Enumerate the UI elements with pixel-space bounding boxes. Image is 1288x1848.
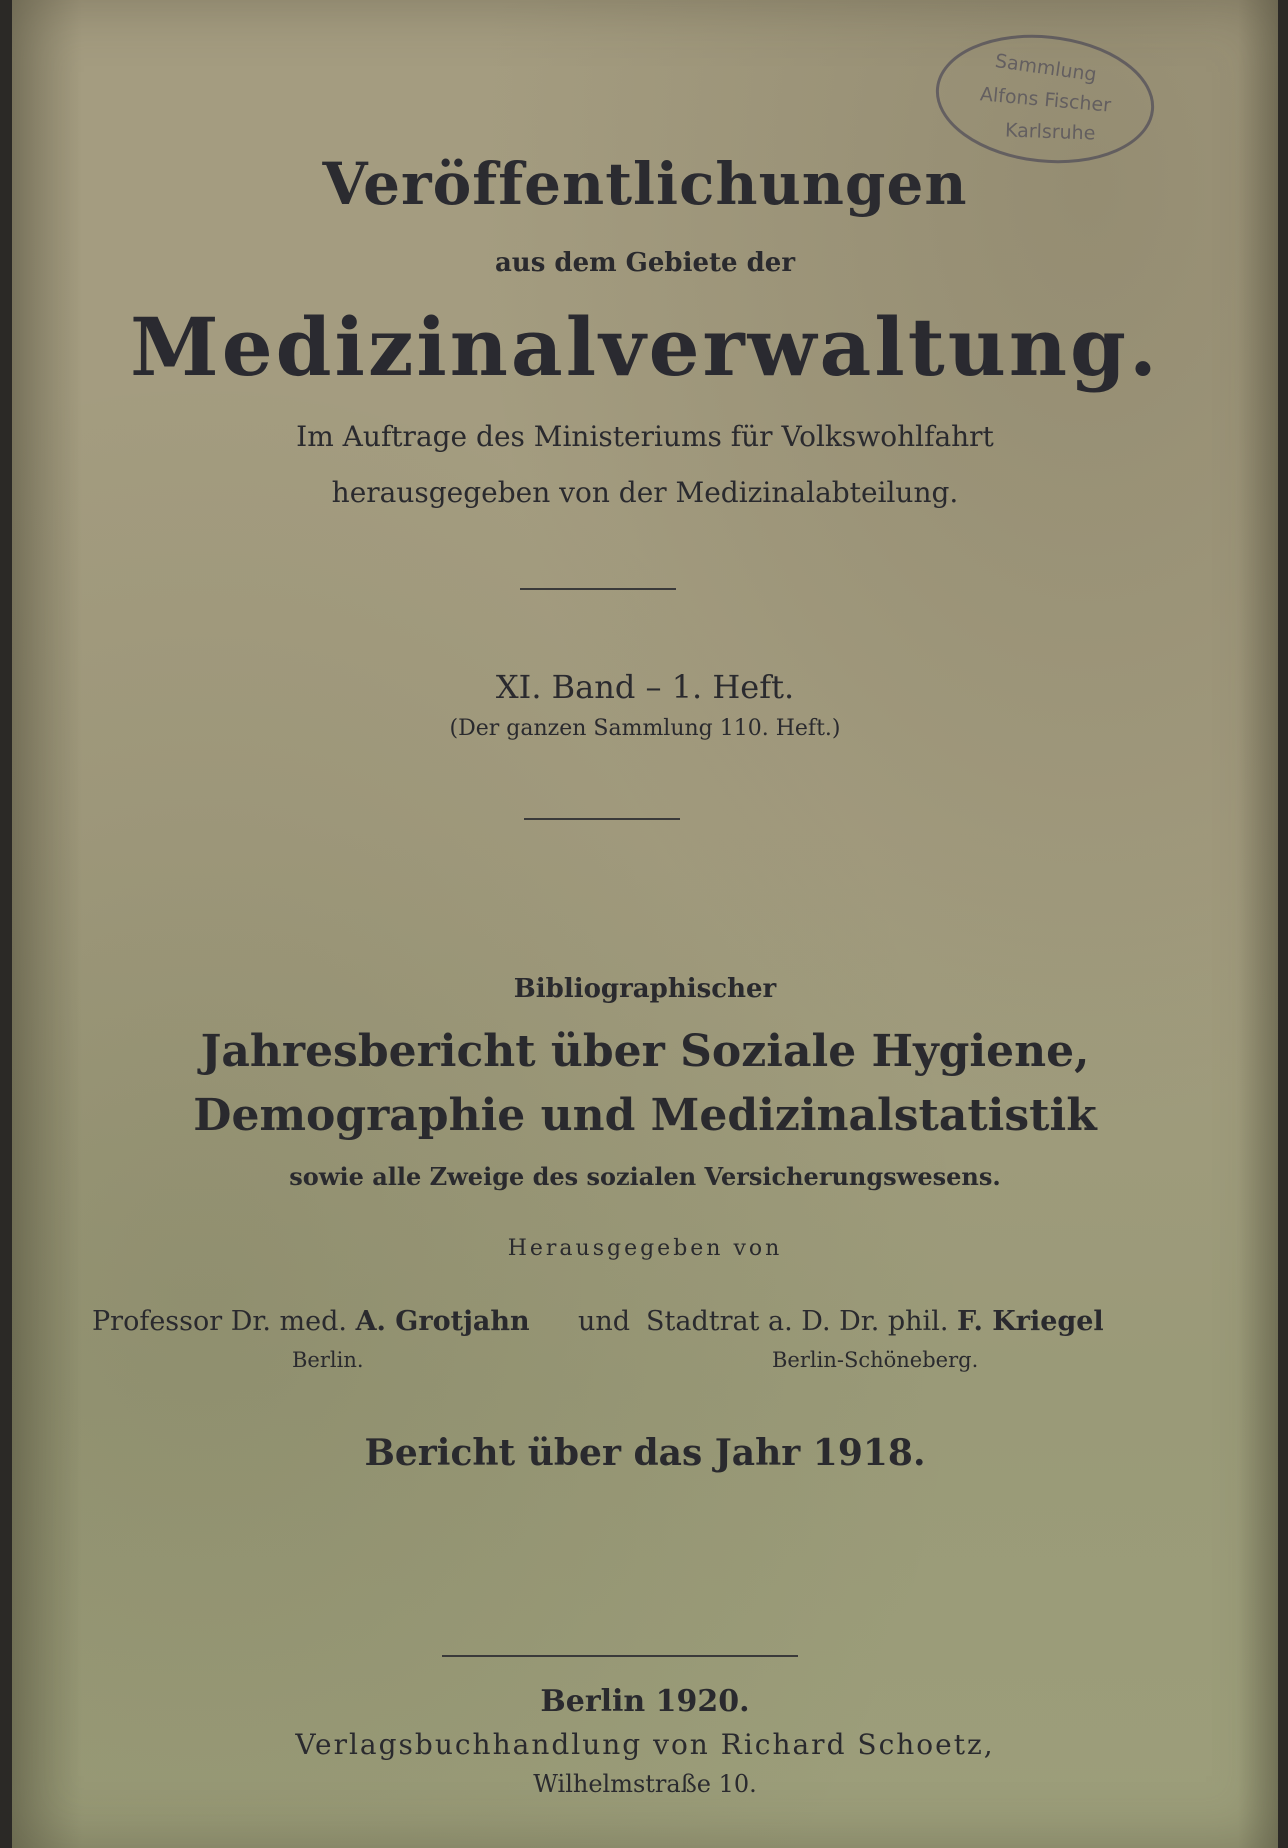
divider-rule [442, 1655, 798, 1657]
collector-stamp [930, 30, 1160, 168]
book-cover [12, 0, 1278, 1848]
series-subtitle: aus dem Gebiete der [494, 248, 796, 278]
series-title: Veröffentlichungen [322, 150, 968, 218]
work-scope: sowie alle Zweige des sozialen Versicherungswesens. [289, 1162, 1001, 1191]
stamp-line-3: Karlsruhe [1004, 119, 1096, 145]
editor-conjunction: und [578, 1306, 631, 1337]
commission-line-1: Im Auftrage des Ministeriums für Volkswohlfahrt [296, 420, 994, 453]
editor-2-name: F. Kriegel [957, 1306, 1104, 1337]
editor-2 [646, 1306, 1104, 1337]
work-title-line-2: Demographie und Medizinalstatistik [193, 1090, 1097, 1141]
stamp-line-1: Sammlung [993, 50, 1098, 87]
work-label: Bibliographischer [513, 974, 777, 1004]
imprint-publisher: Verlagsbuchhandlung von Richard Schoetz, [295, 1728, 995, 1761]
imprint-city-year: Berlin 1920. [540, 1684, 750, 1719]
editor-1 [92, 1306, 530, 1337]
volume-number: XI. Band – 1. Heft. [495, 668, 795, 706]
collection-number: (Der ganzen Sammlung 110. Heft.) [449, 716, 841, 741]
editor-2-prefix: Stadtrat a. D. Dr. phil. [646, 1306, 949, 1337]
stamp-oval [930, 30, 1160, 168]
editor-1-prefix: Professor Dr. med. [92, 1306, 347, 1337]
commission-line-2: herausgegeben von der Medizinalabteilung. [331, 476, 959, 509]
divider-rule [520, 588, 676, 590]
work-title-line-1: Jahresbericht über Soziale Hygiene, [200, 1026, 1090, 1077]
imprint-address: Wilhelmstraße 10. [533, 1770, 757, 1798]
editors-label: Herausgegeben von [507, 1236, 783, 1261]
stamp-line-2: Alfons Fischer [979, 83, 1112, 117]
divider-rule [524, 818, 680, 820]
series-main-title: Medizinalverwaltung. [130, 300, 1160, 394]
editor-2-place: Berlin-Schöneberg. [772, 1348, 979, 1372]
editor-1-place: Berlin. [292, 1348, 364, 1372]
editor-1-name: A. Grotjahn [355, 1306, 530, 1337]
report-year: Bericht über das Jahr 1918. [364, 1432, 926, 1474]
